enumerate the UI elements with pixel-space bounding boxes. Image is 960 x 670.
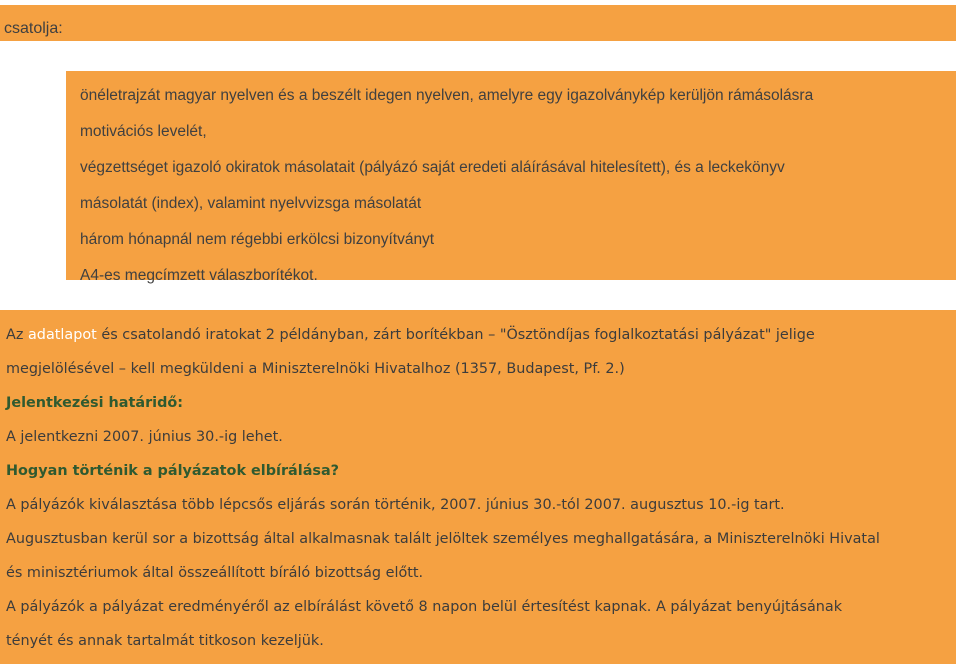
adatlap-link[interactable]: adatlapot (27, 327, 97, 343)
evaluation-line-2: Augusztusban kerül sor a bizottság által alkalmasnak talált jelöltek személyes meghallgatására, a Miniszterelnöki Hivatal (6, 531, 880, 547)
list-item: másolatát (index), valamint nyelvvizsga másolatát (80, 195, 422, 212)
list-item: önéletrajzát magyar nyelven és a beszélt idegen nyelven, amelyre egy igazolványkép kerüljön rámásolásra (80, 87, 814, 104)
evaluation-line-4: A pályázók a pályázat eredményéről az elbírálást követő 8 napon belül értesítést kapnak. A pályázat benyújtásának (6, 599, 843, 615)
evaluation-line-3: és minisztériumok által összeállított bíráló bizottság előtt. (6, 565, 424, 581)
submission-rest: és csatolandó iratokat 2 példányban, zárt borítékban – "Ösztöndíjas foglalkoztatási pályázat" jelige (96, 327, 815, 343)
list-item: A4-es megcímzett válaszborítékot. (80, 267, 318, 284)
submission-prefix: Az (6, 327, 28, 343)
header-label: csatolja: (4, 20, 63, 37)
deadline-text: A jelentkezni 2007. június 30.-ig lehet. (6, 429, 283, 445)
header-bar (0, 5, 956, 41)
list-item: végzettséget igazoló okiratok másolatait (pályázó saját eredeti aláírásával hitelesített), és a leckekönyv (80, 159, 785, 176)
deadline-heading: Jelentkezési határidő: (6, 395, 184, 411)
info-content (6, 322, 954, 662)
submission-line-2: megjelölésével – kell megküldeni a Miniszterelnöki Hivatalhoz (1357, Budapest, Pf. 2.) (6, 361, 625, 377)
submission-line-1 (6, 322, 954, 356)
evaluation-line-5: tényét és annak tartalmát titkoson kezeljük. (6, 633, 324, 649)
evaluation-heading: Hogyan történik a pályázatok elbírálása? (6, 463, 340, 479)
attachments-list (80, 83, 813, 299)
list-item: három hónapnál nem régebbi erkölcsi bizonyítványt (80, 231, 435, 248)
list-item: motivációs levelét, (80, 123, 207, 140)
evaluation-line-1: A pályázók kiválasztása több lépcsős eljárás során történik, 2007. június 30.-tól 2007. augusztus 10.-ig tart. (6, 497, 785, 513)
